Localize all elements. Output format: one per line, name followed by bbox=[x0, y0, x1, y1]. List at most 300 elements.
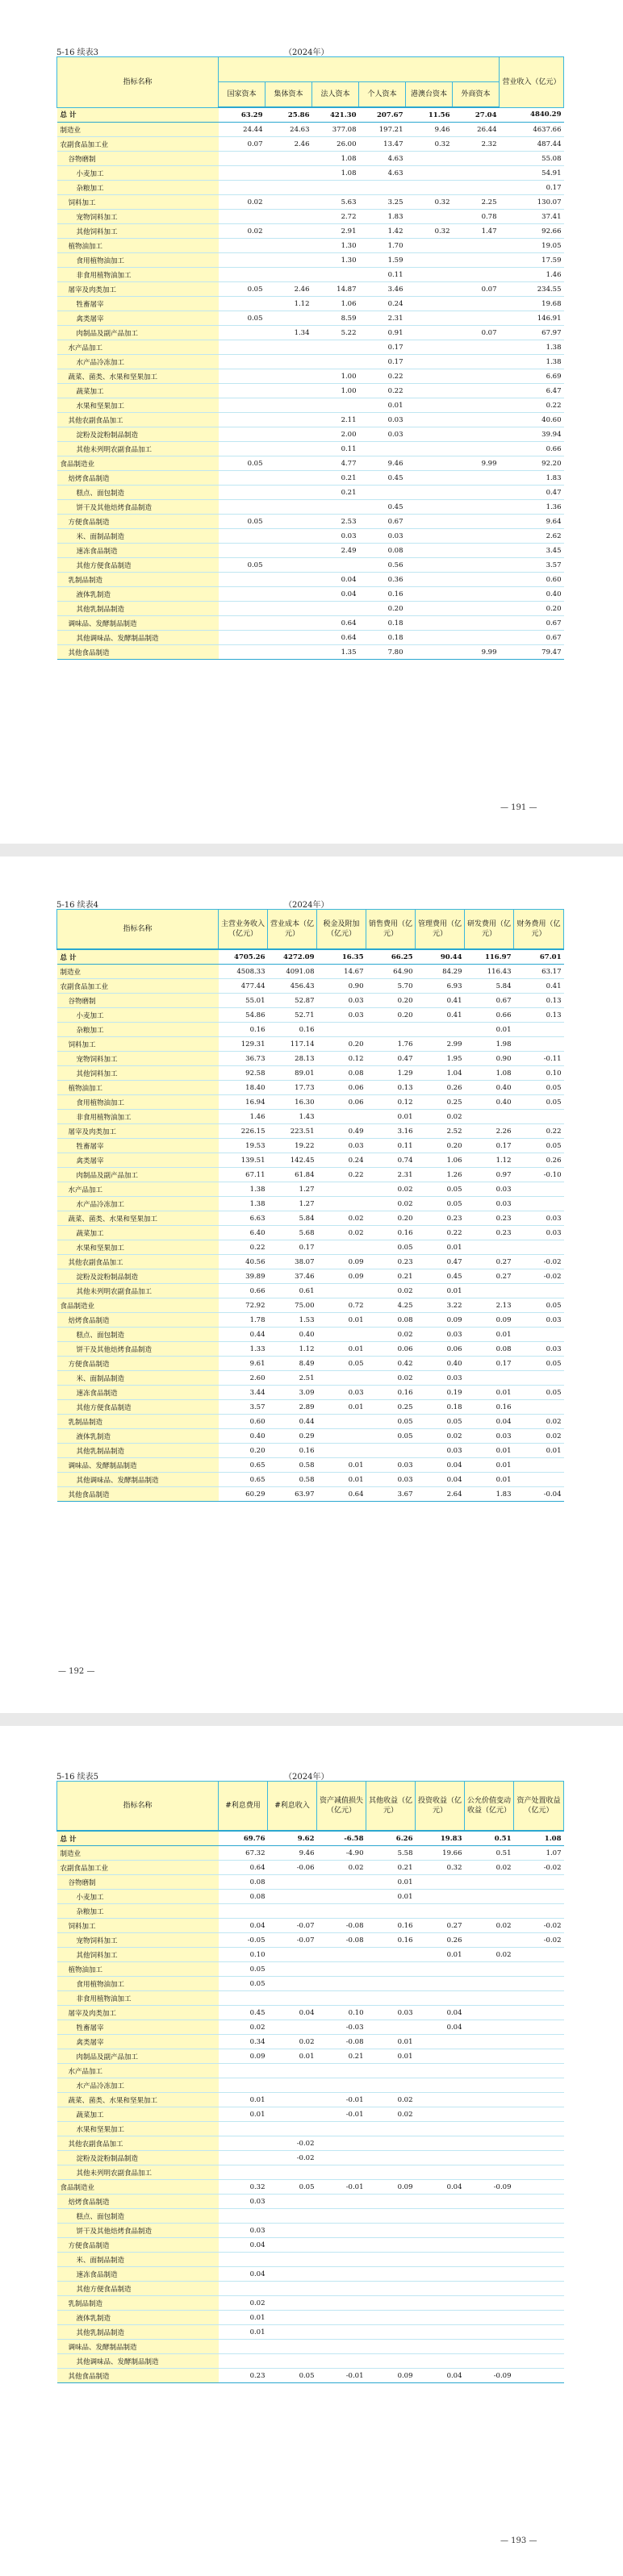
cell-value: 0.20 bbox=[219, 1444, 268, 1458]
row-label: 谷物磨制 bbox=[57, 994, 219, 1008]
cell-value bbox=[514, 2078, 564, 2093]
row-label: 非食用植物油加工 bbox=[57, 1110, 219, 1124]
row-label: 禽类屠宰 bbox=[57, 2035, 219, 2049]
table-row bbox=[57, 2267, 564, 2282]
cell-value: 0.02 bbox=[317, 1226, 366, 1240]
cell-value bbox=[219, 297, 266, 311]
cell-value: 0.03 bbox=[416, 1328, 465, 1342]
table-row bbox=[57, 297, 564, 311]
cell-value bbox=[366, 1977, 416, 1991]
cell-value: 6.93 bbox=[416, 979, 465, 994]
cell-value bbox=[453, 486, 500, 500]
cell-value bbox=[406, 544, 453, 558]
cell-value bbox=[366, 2311, 416, 2325]
cell-value bbox=[266, 486, 312, 500]
cell-value bbox=[219, 486, 266, 500]
table-row bbox=[57, 2195, 564, 2209]
cell-value: 0.24 bbox=[317, 1153, 366, 1168]
cell-value: 60.29 bbox=[219, 1487, 268, 1502]
cell-value: 0.10 bbox=[514, 1066, 564, 1081]
row-label: 肉制品及副产品加工 bbox=[57, 326, 219, 340]
table-row bbox=[57, 2165, 564, 2180]
cell-value: 487.44 bbox=[500, 137, 564, 152]
cell-value: 0.20 bbox=[366, 1211, 416, 1226]
table-row bbox=[57, 1919, 564, 1933]
cell-value: 2.89 bbox=[268, 1400, 317, 1415]
cell-value bbox=[406, 558, 453, 573]
cell-value bbox=[416, 2049, 465, 2064]
cell-value: 84.29 bbox=[416, 965, 465, 979]
cell-value: 0.04 bbox=[465, 1415, 514, 1429]
row-label: 肉制品及副产品加工 bbox=[57, 2049, 219, 2064]
cell-value: 19.83 bbox=[416, 1831, 465, 1846]
cell-value: 0.22 bbox=[317, 1168, 366, 1182]
cell-value: 1.42 bbox=[359, 224, 406, 239]
cell-value: 0.03 bbox=[219, 2195, 268, 2209]
cell-value: 0.16 bbox=[268, 1444, 317, 1458]
cell-value bbox=[266, 268, 312, 282]
cell-value bbox=[406, 181, 453, 195]
table-row bbox=[57, 427, 564, 442]
cell-value: 1.38 bbox=[219, 1197, 268, 1211]
row-label: 禽类屠宰 bbox=[57, 311, 219, 326]
cell-value: 0.06 bbox=[366, 1342, 416, 1357]
cell-value bbox=[219, 2136, 268, 2151]
row-label: 杂粮加工 bbox=[57, 1023, 219, 1037]
cell-value: 0.72 bbox=[317, 1298, 366, 1313]
cell-value: 477.44 bbox=[219, 979, 268, 994]
cell-value bbox=[406, 486, 453, 500]
cell-value: 0.04 bbox=[416, 2369, 465, 2383]
cell-value: 1.70 bbox=[359, 239, 406, 253]
cell-value: 37.41 bbox=[500, 210, 564, 224]
data-table bbox=[56, 1781, 564, 2383]
cell-value bbox=[366, 1023, 416, 1037]
cell-value: 0.02 bbox=[366, 2107, 416, 2122]
cell-value bbox=[416, 2253, 465, 2267]
cell-value bbox=[219, 210, 266, 224]
row-label: 屠宰及肉类加工 bbox=[57, 2006, 219, 2020]
row-label: 宠物饲料加工 bbox=[57, 1933, 219, 1948]
table-row bbox=[57, 1269, 564, 1284]
cell-value: 0.45 bbox=[359, 471, 406, 486]
cell-value: 0.60 bbox=[219, 1415, 268, 1429]
cell-value: 2.32 bbox=[453, 137, 500, 152]
cell-value bbox=[514, 1458, 564, 1473]
cell-value: 0.40 bbox=[416, 1357, 465, 1371]
cell-value bbox=[219, 500, 266, 515]
cell-value: 0.06 bbox=[317, 1081, 366, 1095]
table-row bbox=[57, 2136, 564, 2151]
cell-value bbox=[219, 645, 266, 660]
cell-value: 8.59 bbox=[312, 311, 359, 326]
cell-value: -0.05 bbox=[219, 1933, 268, 1948]
table-body bbox=[57, 1831, 564, 2383]
row-label: 其他饲料加工 bbox=[57, 1066, 219, 1081]
cell-value bbox=[465, 2165, 514, 2180]
cell-value bbox=[514, 2296, 564, 2311]
row-label: 焙烤食品制造 bbox=[57, 471, 219, 486]
cell-value bbox=[453, 181, 500, 195]
cell-value: 19.53 bbox=[219, 1139, 268, 1153]
cell-value: 5.70 bbox=[366, 979, 416, 994]
cell-value: 1.33 bbox=[219, 1342, 268, 1357]
cell-value: 0.91 bbox=[359, 326, 406, 340]
cell-value bbox=[514, 1400, 564, 1415]
cell-value: 0.44 bbox=[268, 1415, 317, 1429]
cell-value: 1.38 bbox=[219, 1182, 268, 1197]
cell-value: 3.09 bbox=[268, 1386, 317, 1400]
cell-value bbox=[514, 2020, 564, 2035]
cell-value bbox=[366, 2209, 416, 2224]
table-title: 5-16 续表3 bbox=[56, 48, 99, 57]
table-row bbox=[57, 1226, 564, 1240]
cell-value: 0.05 bbox=[219, 1962, 268, 1977]
cell-value: 0.04 bbox=[416, 2020, 465, 2035]
cell-value bbox=[416, 2311, 465, 2325]
cell-value: 0.01 bbox=[465, 1444, 514, 1458]
cell-value: 0.16 bbox=[465, 1400, 514, 1415]
cell-value bbox=[219, 544, 266, 558]
cell-value: 37.46 bbox=[268, 1269, 317, 1284]
table-row bbox=[57, 949, 564, 965]
row-label: 其他农副食品加工 bbox=[57, 1255, 219, 1269]
cell-value: 0.02 bbox=[219, 2020, 268, 2035]
table-row bbox=[57, 1875, 564, 1890]
table-row bbox=[57, 1008, 564, 1023]
cell-value bbox=[312, 355, 359, 369]
row-label: 水产品加工 bbox=[57, 340, 219, 355]
cell-value bbox=[514, 2035, 564, 2049]
cell-value: 0.08 bbox=[366, 1313, 416, 1328]
cell-value: -0.02 bbox=[514, 1933, 564, 1948]
cell-value bbox=[219, 529, 266, 544]
cell-value: 17.73 bbox=[268, 1081, 317, 1095]
cell-value bbox=[514, 2325, 564, 2340]
cell-value: 2.72 bbox=[312, 210, 359, 224]
cell-value bbox=[366, 2296, 416, 2311]
cell-value bbox=[514, 2064, 564, 2078]
table-body bbox=[57, 949, 564, 1502]
cell-value bbox=[366, 2165, 416, 2180]
row-label: 制造业 bbox=[57, 123, 219, 137]
table-row bbox=[57, 107, 564, 123]
cell-value: 4.25 bbox=[366, 1298, 416, 1313]
cell-value: 0.05 bbox=[514, 1081, 564, 1095]
table-caption bbox=[56, 1769, 329, 1782]
cell-value: 3.67 bbox=[366, 1487, 416, 1502]
cell-value bbox=[219, 2122, 268, 2136]
table-row bbox=[57, 268, 564, 282]
table-row bbox=[57, 2253, 564, 2267]
cell-value bbox=[406, 268, 453, 282]
table-row bbox=[57, 587, 564, 602]
cell-value: 5.84 bbox=[268, 1211, 317, 1226]
cell-value bbox=[317, 1328, 366, 1342]
row-label: 焙烤食品制造 bbox=[57, 1313, 219, 1328]
cell-value: 0.22 bbox=[219, 1240, 268, 1255]
header-col-6: 研发费用（亿元） bbox=[465, 910, 514, 950]
cell-value: 0.34 bbox=[219, 2035, 268, 2049]
table-row bbox=[57, 181, 564, 195]
cell-value: 0.21 bbox=[317, 2049, 366, 2064]
row-label: 乳制品制造 bbox=[57, 2296, 219, 2311]
cell-value bbox=[465, 2354, 514, 2369]
cell-value: 5.68 bbox=[268, 1226, 317, 1240]
row-label: 食品制造业 bbox=[57, 2180, 219, 2195]
cell-value: 1.00 bbox=[312, 384, 359, 398]
cell-value bbox=[366, 2325, 416, 2340]
cell-value: 2.99 bbox=[416, 1037, 465, 1052]
table-row bbox=[57, 384, 564, 398]
cell-value bbox=[416, 2296, 465, 2311]
cell-value: 0.07 bbox=[453, 326, 500, 340]
cell-value: 0.04 bbox=[268, 2006, 317, 2020]
table-row bbox=[57, 2093, 564, 2107]
cell-value: 129.31 bbox=[219, 1037, 268, 1052]
table-row bbox=[57, 1846, 564, 1861]
cell-value bbox=[453, 413, 500, 427]
cell-value bbox=[514, 2180, 564, 2195]
cell-value: 1.83 bbox=[359, 210, 406, 224]
row-label: 速冻食品制造 bbox=[57, 544, 219, 558]
table-row bbox=[57, 558, 564, 573]
cell-value: 0.06 bbox=[317, 1095, 366, 1110]
cell-value: 0.02 bbox=[366, 1328, 416, 1342]
table-row bbox=[57, 224, 564, 239]
row-label: 其他食品制造 bbox=[57, 1487, 219, 1502]
cell-value bbox=[317, 1415, 366, 1429]
cell-value bbox=[312, 181, 359, 195]
cell-value bbox=[406, 602, 453, 616]
cell-value bbox=[514, 1197, 564, 1211]
cell-value bbox=[465, 1240, 514, 1255]
cell-value bbox=[219, 2354, 268, 2369]
cell-value bbox=[465, 2006, 514, 2020]
cell-value: 0.41 bbox=[416, 994, 465, 1008]
cell-value bbox=[406, 282, 453, 297]
cell-value bbox=[268, 1977, 317, 1991]
cell-value bbox=[514, 2165, 564, 2180]
table-row bbox=[57, 1400, 564, 1415]
cell-value: 0.18 bbox=[359, 631, 406, 645]
row-label: 蔬菜加工 bbox=[57, 1226, 219, 1240]
table-row bbox=[57, 979, 564, 994]
cell-value bbox=[317, 1890, 366, 1904]
cell-value: 1.06 bbox=[416, 1153, 465, 1168]
cell-value bbox=[317, 2296, 366, 2311]
cell-value bbox=[317, 2122, 366, 2136]
cell-value bbox=[312, 340, 359, 355]
cell-value bbox=[312, 558, 359, 573]
cell-value: -4.90 bbox=[317, 1846, 366, 1861]
cell-value: 54.86 bbox=[219, 1008, 268, 1023]
cell-value bbox=[514, 2282, 564, 2296]
cell-value: 0.01 bbox=[465, 1023, 514, 1037]
cell-value bbox=[465, 1284, 514, 1298]
table-row bbox=[57, 2296, 564, 2311]
table-row bbox=[57, 1197, 564, 1211]
cell-value: 0.11 bbox=[312, 442, 359, 456]
cell-value bbox=[514, 2340, 564, 2354]
cell-value bbox=[453, 471, 500, 486]
row-label: 宠物饲料加工 bbox=[57, 210, 219, 224]
cell-value bbox=[465, 2311, 514, 2325]
row-label: 农副食品加工业 bbox=[57, 137, 219, 152]
cell-value: 1.43 bbox=[268, 1110, 317, 1124]
cell-value: 0.03 bbox=[465, 1197, 514, 1211]
cell-value: 2.62 bbox=[500, 529, 564, 544]
cell-value: 0.45 bbox=[219, 2006, 268, 2020]
row-label: 乳制品制造 bbox=[57, 1415, 219, 1429]
row-label: 宠物饲料加工 bbox=[57, 1052, 219, 1066]
cell-value: 0.02 bbox=[366, 1182, 416, 1197]
cell-value: 6.26 bbox=[366, 1831, 416, 1846]
cell-value bbox=[266, 253, 312, 268]
cell-value: 0.05 bbox=[219, 311, 266, 326]
cell-value: 6.69 bbox=[500, 369, 564, 384]
cell-value: -0.07 bbox=[268, 1919, 317, 1933]
cell-value bbox=[366, 2224, 416, 2238]
cell-value: 0.01 bbox=[465, 1458, 514, 1473]
cell-value bbox=[366, 2078, 416, 2093]
cell-value bbox=[514, 2354, 564, 2369]
row-label: 其他调味品、发酵制品制造 bbox=[57, 2354, 219, 2369]
cell-value: 28.13 bbox=[268, 1052, 317, 1066]
cell-value bbox=[416, 2151, 465, 2165]
cell-value bbox=[366, 1948, 416, 1962]
cell-value bbox=[453, 355, 500, 369]
cell-value: 13.47 bbox=[359, 137, 406, 152]
cell-value: 16.35 bbox=[317, 949, 366, 965]
cell-value bbox=[366, 2238, 416, 2253]
cell-value bbox=[465, 2078, 514, 2093]
cell-value bbox=[465, 2253, 514, 2267]
cell-value: 0.51 bbox=[465, 1846, 514, 1861]
cell-value bbox=[465, 2064, 514, 2078]
row-label: 其他调味品、发酵制品制造 bbox=[57, 631, 219, 645]
row-label: 水产品冷冻加工 bbox=[57, 1197, 219, 1211]
cell-value bbox=[219, 152, 266, 166]
cell-value: 0.09 bbox=[366, 2180, 416, 2195]
table-row bbox=[57, 573, 564, 587]
row-label: 植物油加工 bbox=[57, 1962, 219, 1977]
cell-value bbox=[514, 1023, 564, 1037]
cell-value: 0.41 bbox=[514, 979, 564, 994]
cell-value: 0.51 bbox=[465, 1831, 514, 1846]
cell-value: 0.40 bbox=[219, 1429, 268, 1444]
cell-value bbox=[317, 2136, 366, 2151]
cell-value bbox=[406, 427, 453, 442]
cell-value: -0.09 bbox=[465, 2369, 514, 2383]
cell-value: 0.02 bbox=[465, 1861, 514, 1875]
cell-value: 0.23 bbox=[416, 1211, 465, 1226]
table-row bbox=[57, 2064, 564, 2078]
cell-value: 0.03 bbox=[514, 1342, 564, 1357]
cell-value bbox=[268, 2311, 317, 2325]
cell-value bbox=[366, 2354, 416, 2369]
cell-value bbox=[406, 297, 453, 311]
table-year: （2024年） bbox=[284, 48, 329, 57]
cell-value: 1.27 bbox=[268, 1197, 317, 1211]
table-row bbox=[57, 1255, 564, 1269]
cell-value: 1.07 bbox=[514, 1846, 564, 1861]
cell-value bbox=[359, 442, 406, 456]
cell-value: 0.05 bbox=[366, 1240, 416, 1255]
cell-value: 0.26 bbox=[514, 1153, 564, 1168]
cell-value: 63.17 bbox=[514, 965, 564, 979]
cell-value bbox=[366, 2282, 416, 2296]
table-row bbox=[57, 529, 564, 544]
cell-value bbox=[416, 2078, 465, 2093]
cell-value bbox=[465, 2224, 514, 2238]
cell-value: 0.09 bbox=[317, 1269, 366, 1284]
cell-value: 52.87 bbox=[268, 994, 317, 1008]
cell-value: 1.83 bbox=[500, 471, 564, 486]
row-label: 其他饲料加工 bbox=[57, 224, 219, 239]
cell-value bbox=[453, 442, 500, 456]
cell-value bbox=[317, 1904, 366, 1919]
row-label: 淀粉及淀粉制品制造 bbox=[57, 427, 219, 442]
cell-value: 4508.33 bbox=[219, 965, 268, 979]
cell-value: 0.66 bbox=[219, 1284, 268, 1298]
cell-value bbox=[416, 1991, 465, 2006]
cell-value: 19.22 bbox=[268, 1139, 317, 1153]
cell-value: 1.08 bbox=[312, 166, 359, 181]
cell-value: 0.65 bbox=[219, 1458, 268, 1473]
cell-value: 0.02 bbox=[317, 1861, 366, 1875]
cell-value bbox=[268, 2253, 317, 2267]
cell-value: 0.45 bbox=[416, 1269, 465, 1284]
cell-value: 9.62 bbox=[268, 1831, 317, 1846]
cell-value bbox=[268, 2224, 317, 2238]
cell-value: 421.30 bbox=[312, 107, 359, 123]
cell-value: 0.16 bbox=[366, 1386, 416, 1400]
cell-value: 1.98 bbox=[465, 1037, 514, 1052]
cell-value bbox=[268, 2209, 317, 2224]
table-row bbox=[57, 2107, 564, 2122]
cell-value: 0.45 bbox=[359, 500, 406, 515]
cell-value bbox=[514, 2122, 564, 2136]
cell-value: 0.17 bbox=[359, 340, 406, 355]
cell-value: 1.83 bbox=[465, 1487, 514, 1502]
cell-value bbox=[266, 195, 312, 210]
cell-value bbox=[465, 2195, 514, 2209]
cell-value: 2.52 bbox=[416, 1124, 465, 1139]
table-row bbox=[57, 471, 564, 486]
cell-value: 0.41 bbox=[416, 1008, 465, 1023]
row-label: 饼干及其他焙烤食品制造 bbox=[57, 2224, 219, 2238]
cell-value: 0.03 bbox=[514, 1211, 564, 1226]
header-col-4: 个人资本 bbox=[359, 82, 406, 108]
cell-value bbox=[465, 2325, 514, 2340]
cell-value bbox=[219, 587, 266, 602]
cell-value: 16.94 bbox=[219, 1095, 268, 1110]
cell-value bbox=[312, 398, 359, 413]
cell-value bbox=[416, 2093, 465, 2107]
cell-value bbox=[406, 645, 453, 660]
header-col-6: 公允价值变动收益（亿元） bbox=[465, 1782, 514, 1832]
cell-value bbox=[266, 166, 312, 181]
row-label: 谷物磨制 bbox=[57, 152, 219, 166]
cell-value bbox=[465, 2020, 514, 2035]
cell-value: 0.23 bbox=[366, 1255, 416, 1269]
cell-value bbox=[465, 2122, 514, 2136]
cell-value: 0.36 bbox=[359, 573, 406, 587]
cell-value: 2.26 bbox=[465, 1124, 514, 1139]
cell-value: 223.51 bbox=[268, 1124, 317, 1139]
cell-value: 1.38 bbox=[500, 355, 564, 369]
